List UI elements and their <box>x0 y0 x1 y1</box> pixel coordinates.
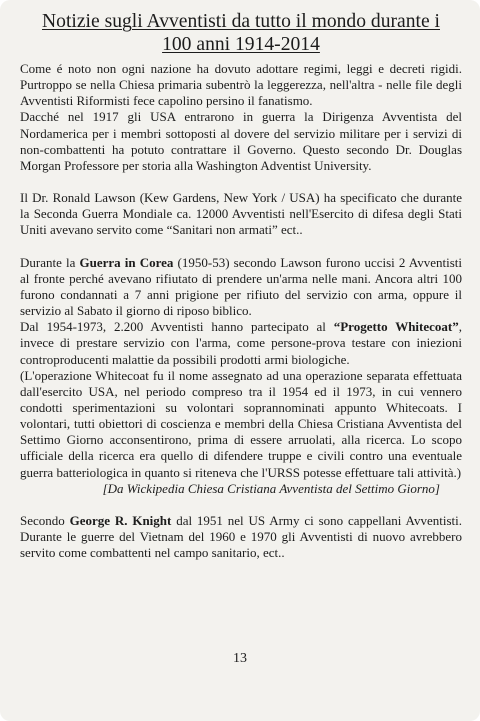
paragraph-korea-pre: Durante la <box>20 254 80 270</box>
paragraph-gap <box>20 174 462 190</box>
paragraph-korea-post: (1950-53) secondo Lawson furono uccisi 2 Avventisti al fronte perché avevano rifiutato di prendere un'arma nelle mani. Ancora altri 100 furono condannati a 7 anni prigione per rifiuto del servizio con arma, oppure il servizio al Sabato il giorno di riposo biblico. <box>20 254 462 319</box>
paragraph-1917: Dacché nel 1917 gli USA entrarono in guerra la Dirigenza Avventista del Nordamerica per i membri sottoposti al dovere del servizio militare per i servizi di non-combattenti ha potuto contrattare il Governo. Questo secondo Dr. Douglas Morgan Professore per storia alla Washington Adventist University. <box>20 109 462 173</box>
paragraph-lawson: Il Dr. Ronald Lawson (Kew Gardens, New York / USA) ha specificato che durante la Seconda Guerra Mondiale ca. 12000 Avventisti nell'Esercito di difesa degli Stati Uniti avevano servito come “Sanitari non armati” ect.. <box>20 190 462 238</box>
paragraph-knight <box>20 513 462 561</box>
paragraph-operation-note: (L'operazione Whitecoat fu il nome assegnato ad una operazione separata effettuata dall'esercito USA, nel periodo compreso tra il 1954 ed il 1973, in cui vennero condotti sperimentazioni su volontari soprannominati appunto Whitecoats. I volontari, tutti obiettori di coscienza e membri della Chiesa Cristiana Avventista del Settimo Giorno acconsentirono, prima di essere arruolati, alla ricerca. Lo scopo ufficiale della ricerca era quello di difendere truppe e civili contro una eventuale guerra batteriologica in quanto si riteneva che l'URSS potesse effettuare tali attività.) <box>20 367 462 480</box>
citation: [Da Wickipedia Chiesa Cristiana Avventista del Settimo Giorno] <box>102 480 440 496</box>
title-line-1: Notizie sugli Avventisti da tutto il mondo durante i <box>42 11 440 32</box>
document-title <box>20 10 462 56</box>
title-line-2: 100 anni 1914-2014 <box>162 34 320 55</box>
paragraph-knight-post: dal 1951 nel US Army ci sono cappellani Avventisti. Durante le guerre del Vietnam del 1960 e 1970 gli Avventisti di nuovo avrebbero servito come combattenti nel campo sanitario, ect.. <box>20 512 462 561</box>
paragraph-intro: Come é noto non ogni nazione ha dovuto adottare regimi, leggi e decreti rigidi. Purtroppo se nella Chiesa primaria subentrò la leggerezza, nell'altra - nelle file degli Avventisti Riformisti fece capolino persino il fanatismo. <box>20 61 462 109</box>
paragraph-korea <box>20 255 462 320</box>
document-body <box>20 61 462 561</box>
paragraph-gap <box>20 239 462 255</box>
paragraph-knight-pre: Secondo <box>20 512 70 528</box>
paragraph-whitecoat-post: , invece di prestare servizio con l'arma, come persone-prova testare con iniezioni controproducenti malattie da possibili prodotti armi biologiche. <box>20 319 462 367</box>
paragraph-whitecoat <box>20 319 462 367</box>
paragraph-korea-bold: Guerra in Corea <box>79 254 174 270</box>
paragraph-whitecoat-bold: “Progetto Whitecoat” <box>333 319 459 335</box>
paragraph-whitecoat-pre: Dal 1954-1973, 2.200 Avventisti hanno partecipato al <box>20 319 334 335</box>
paragraph-gap <box>20 497 462 513</box>
page-number: 13 <box>233 651 247 666</box>
paragraph-knight-bold: George R. Knight <box>69 512 172 528</box>
